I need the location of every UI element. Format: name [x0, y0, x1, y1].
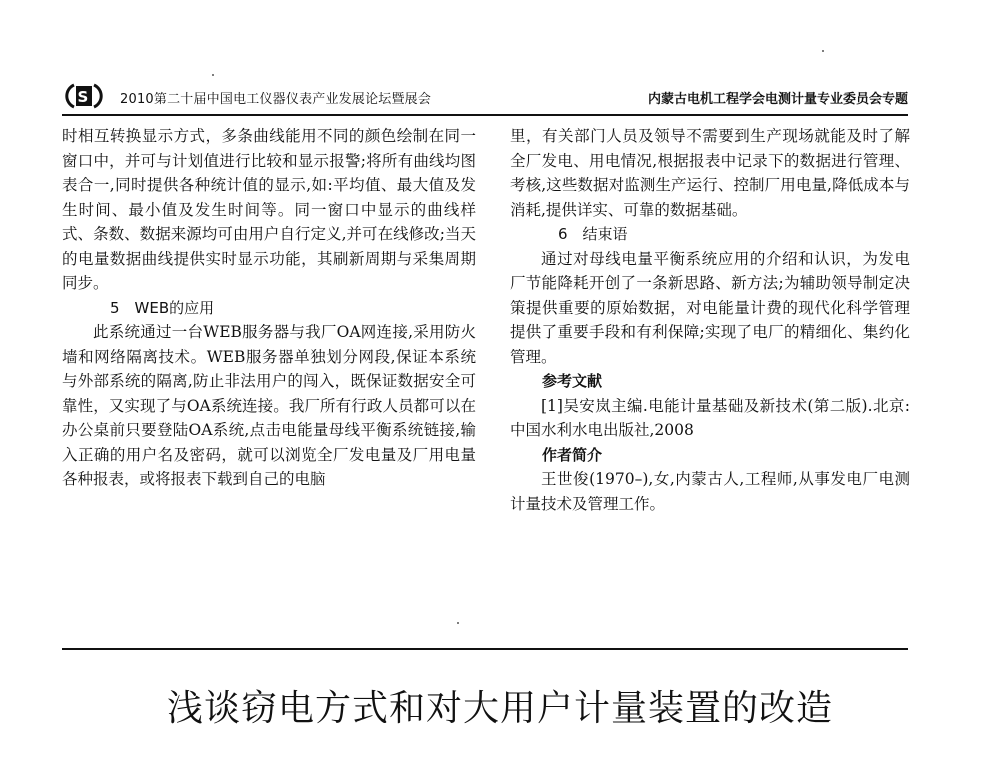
special-topic-title: 内蒙古电机工程学会电测计量专业委员会专题	[647, 92, 908, 107]
conference-logo-icon	[62, 82, 120, 110]
paragraph-continued: 时相互转换显示方式，多条曲线能用不同的颜色绘制在同一窗口中，并可与计划值进行比较和显示报警;将所有曲线均图表合一,同时提供各种统计值的显示,如:平均值、最大值及发生时间、最小值及发生时间等。同一窗口中显示的曲线样式、条数、数据来源均可由用户自行定义,并可在线修改;当天的电量数据曲线提供实时显示功能，其刷新周期与采集周期同步。	[62, 127, 476, 292]
author-bio: 王世俊(1970–),女,内蒙古人,工程师,从事发电厂电测计量技术及管理工作。	[510, 470, 910, 513]
reference-item: [1]吴安岚主编.电能计量基础及新技术(第二版).北京:中国水利水电出版社,2008	[510, 396, 910, 439]
paragraph-continued-right: 里，有关部门人员及领导不需要到生产现场就能及时了解全厂发电、用电情况,根据报表中记录下的数据进行管理、考核,这些数据对监测生产运行、控制厂用电量,降低成本与消耗,提供详实、可靠的数据基础。	[510, 127, 910, 219]
svg-text:S: S	[77, 88, 89, 106]
paragraph-conclusion: 通过对母线电量平衡系统应用的介绍和认识，为发电厂节能降耗开创了一条新思路、新方法;为辅助领导制定决策提供重要的原始数据，对电能量计费的现代化科学管理提供了重要手段和有利保障;实现了电厂的精细化、集约化管理。	[510, 249, 910, 366]
conference-title: 2010第二十届中国电工仪器仪表产业发展论坛暨展会	[120, 92, 432, 107]
references-heading: 参考文献	[542, 372, 603, 390]
section-heading-6: 6 结束语	[558, 225, 628, 243]
next-article-title: 浅谈窃电方式和对大用户计量装置的改造	[166, 688, 833, 729]
scan-speck	[457, 622, 459, 624]
right-column	[510, 124, 910, 516]
left-column	[62, 124, 476, 492]
scan-speck	[212, 74, 214, 76]
author-heading: 作者简介	[542, 445, 603, 464]
section-heading-5: 5 WEB的应用	[110, 298, 215, 317]
paragraph-web: 此系统通过一台WEB服务器与我厂OA网连接,采用防火墙和网络隔离技术。WEB服务器单独划分网段,保证本系统与外部系统的隔离,防止非法用户的闯入，既保证数据安全可靠性，又实现了与OA系统连接。我厂所有行政人员都可以在办公桌前只要登陆OA系统,点击电能量母线平衡系统链接,输入正确的用户名及密码，就可以浏览全厂发电量及厂用电量各种报表，或将报表下载到自己的电脑	[62, 323, 476, 488]
section-divider	[62, 648, 908, 650]
running-header	[62, 82, 908, 116]
scan-speck	[822, 50, 824, 52]
